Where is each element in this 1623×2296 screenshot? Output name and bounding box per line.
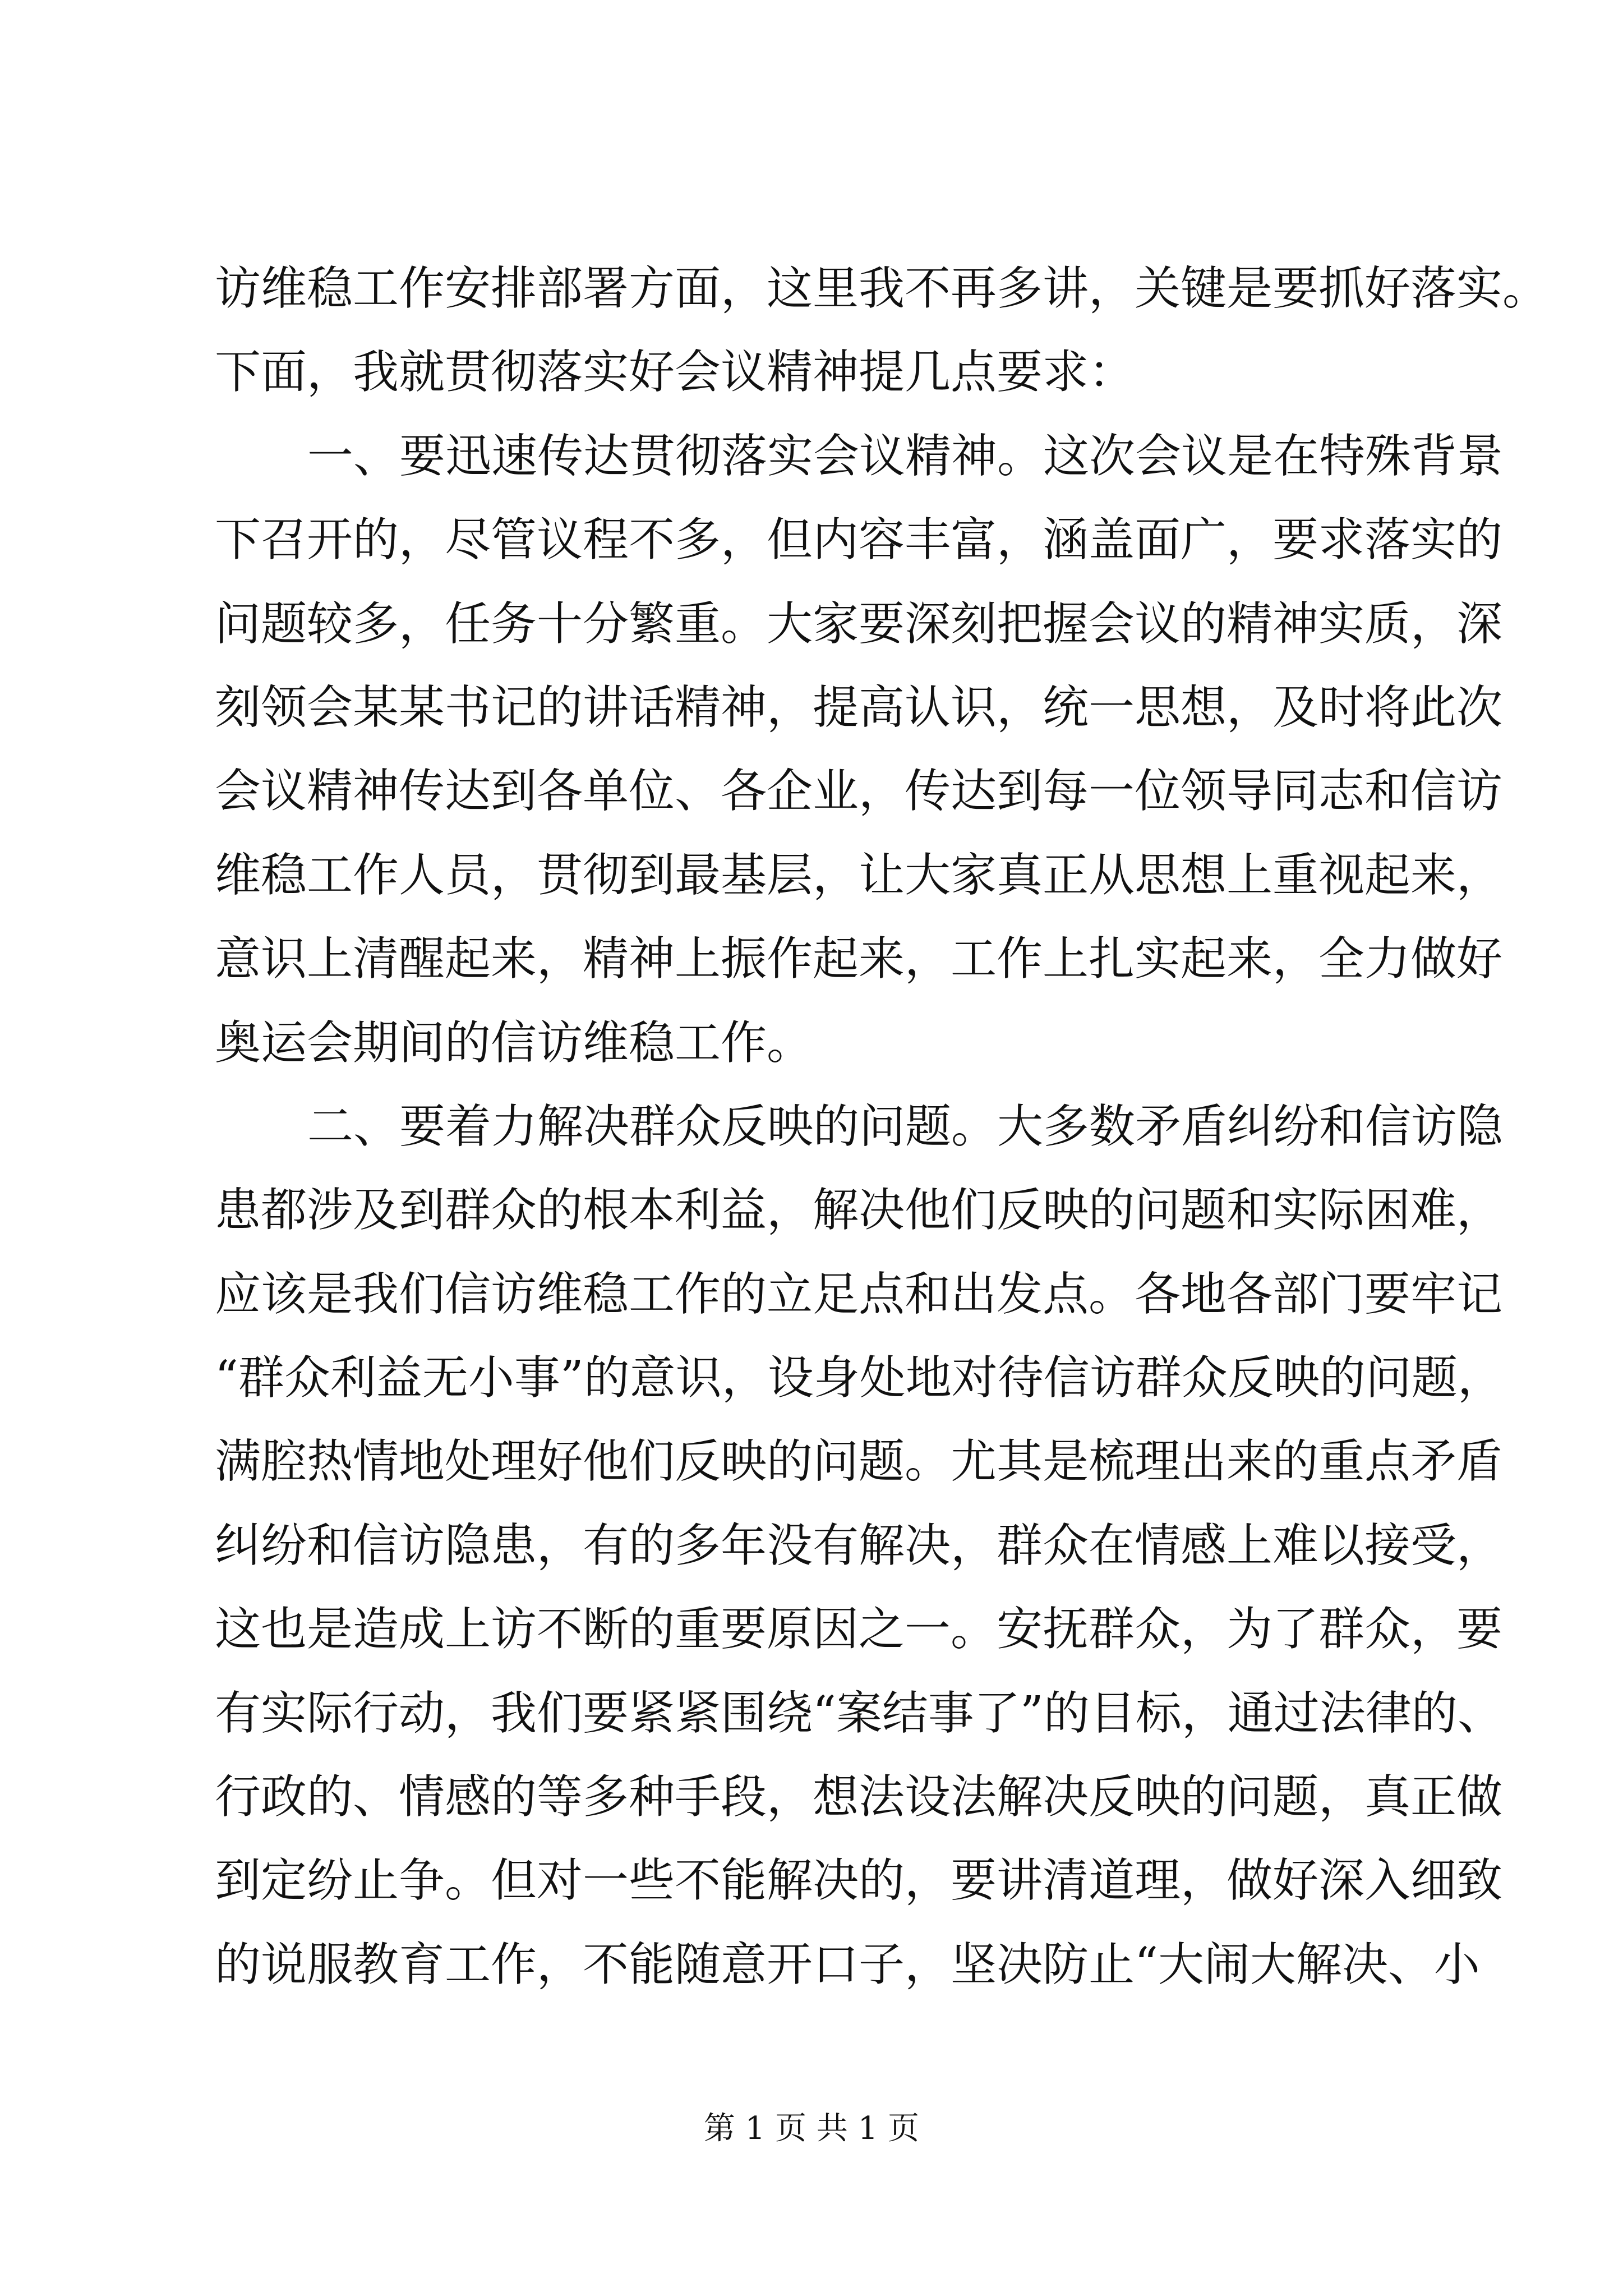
text-line: 纠纷和信访隐患，有的多年没有解决，群众在情感上难以接受， [215,1519,1503,1572]
paragraph-heading-line: 二、要着力解决群众反映的问题。大多数矛盾纠纷和信访隐 [307,1099,1504,1153]
text-line: 奥运会期间的信访维稳工作。 [215,1016,813,1070]
paragraph-heading-line: 一、要迅速传达贯彻落实会议精神。这次会议是在特殊背景 [307,429,1504,483]
text-line: 满腔热情地处理好他们反映的问题。尤其是梳理出来的重点矛盾 [215,1435,1503,1489]
page-footer [0,2106,1623,2151]
text-line: 问题较多，任务十分繁重。大家要深刻把握会议的精神实质，深 [215,597,1503,651]
text-line: 这也是造成上访不断的重要原因之一。安抚群众，为了群众，要 [215,1603,1503,1657]
text-line: 的说服教育工作，不能随意开口子，坚决防止“大闹大解决、小 [215,1938,1480,1991]
text-line: 意识上清醒起来，精神上振作起来，工作上扎实起来，全力做好 [215,932,1503,986]
text-line: 有实际行动，我们要紧紧围绕“案结事了”的目标，通过法律的、 [215,1686,1504,1740]
page-number-label: 第 1 页 共 1 页 [703,2110,920,2147]
text-line: 访维稳工作安排部署方面，这里我不再多讲，关键是要抓好落实。 [215,262,1549,315]
text-line: 下召开的，尽管议程不多，但内容丰富，涵盖面广，要求落实的 [215,513,1503,567]
document-body [215,247,1549,2007]
text-line: 应该是我们信访维稳工作的立足点和出发点。各地各部门要牢记 [215,1267,1503,1321]
text-line: 行政的、情感的等多种手段，想法设法解决反映的问题，真正做 [215,1770,1503,1824]
text-line: 患都涉及到群众的根本利益，解决他们反映的问题和实际困难， [215,1184,1503,1237]
text-line: “群众利益无小事”的意识，设身处地对待信访群众反映的问题， [215,1351,1504,1405]
text-line: 刻领会某某书记的讲话精神，提高认识，统一思想，及时将此次 [215,680,1503,734]
text-line: 下面，我就贯彻落实好会议精神提几点要求： [215,346,1135,399]
text-line: 会议精神传达到各单位、各企业，传达到每一位领导同志和信访 [215,765,1503,818]
text-line: 到定纷止争。但对一些不能解决的，要讲清道理，做好深入细致 [215,1854,1503,1908]
text-line: 维稳工作人员，贯彻到最基层，让大家真正从思想上重视起来， [215,848,1503,902]
